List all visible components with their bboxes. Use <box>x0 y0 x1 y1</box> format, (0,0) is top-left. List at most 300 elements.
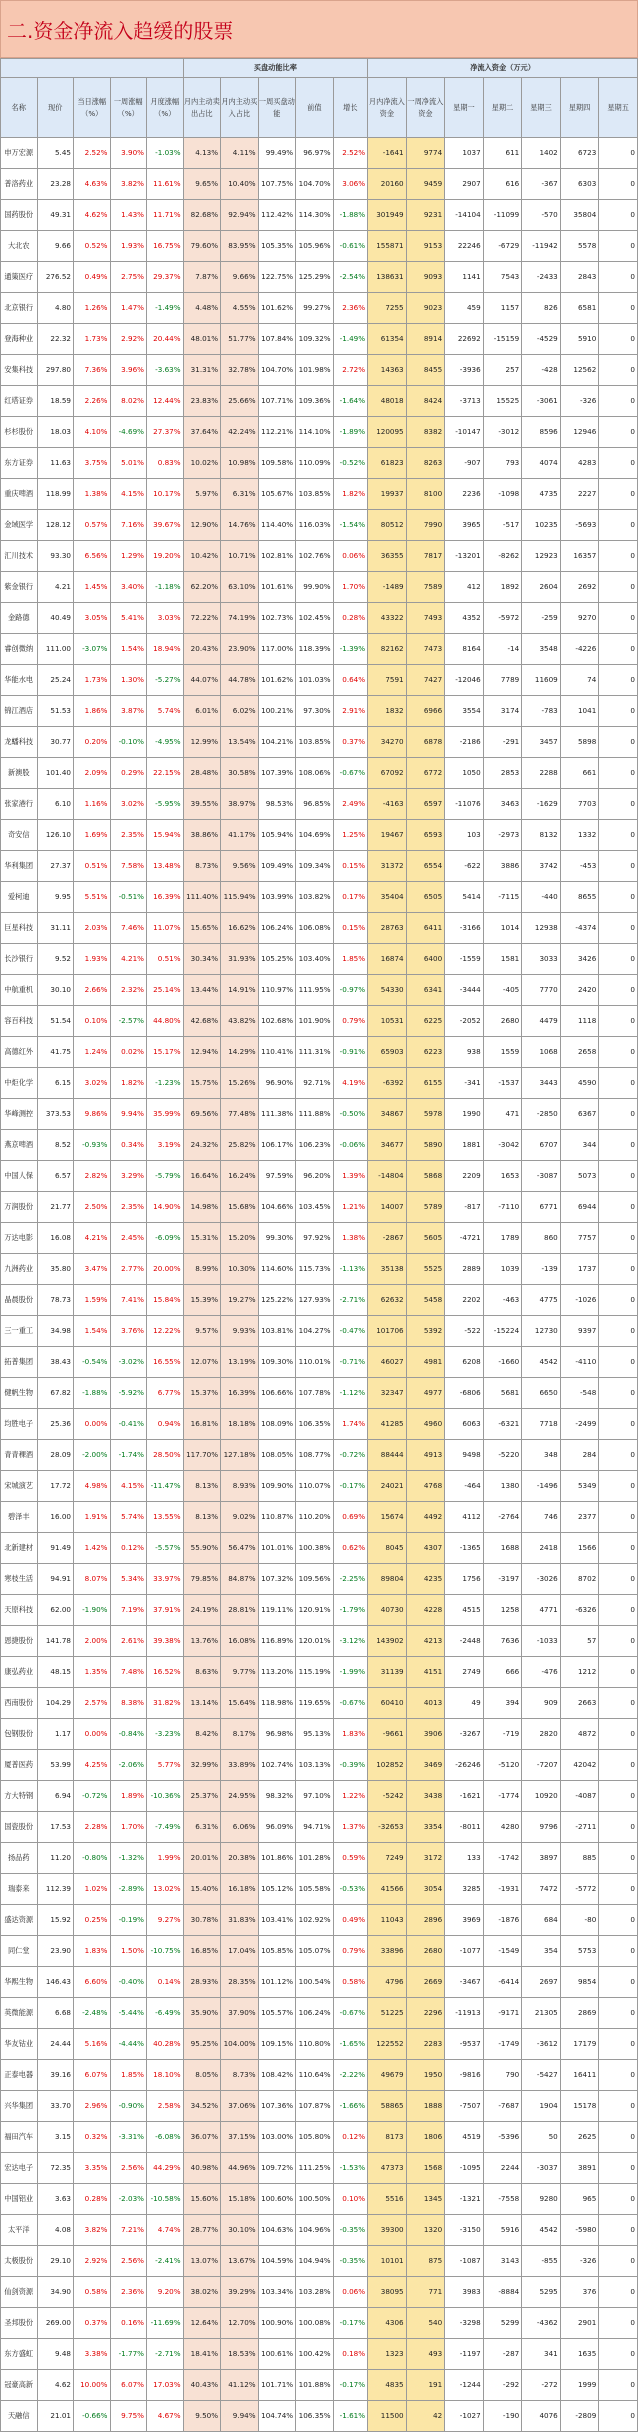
table-row[interactable] <box>1 1285 638 1316</box>
column-header: 星期五 <box>599 78 638 138</box>
cell-value: 1041 <box>560 696 599 727</box>
cell-value: 10.42% <box>183 541 221 572</box>
table-row[interactable] <box>1 634 638 665</box>
cell-value: 7.48% <box>110 1657 147 1688</box>
cell-value: 12946 <box>560 417 599 448</box>
cell-value: 110.80% <box>296 2029 334 2060</box>
stock-name[interactable]: 中国人保 <box>1 1161 38 1192</box>
table-row[interactable] <box>1 1812 638 1843</box>
table-row[interactable] <box>1 1998 638 2029</box>
cell-value: 0.17% <box>333 882 367 913</box>
cell-value: 4.48% <box>183 293 221 324</box>
cell-value: 4.25% <box>74 1750 111 1781</box>
cell-value: 1653 <box>483 1161 522 1192</box>
cell-value: 1990 <box>445 1099 484 1130</box>
stock-name[interactable]: 方大特钢 <box>1 1781 38 1812</box>
table-row[interactable] <box>1 2370 638 2401</box>
cell-value: -3267 <box>445 1719 484 1750</box>
cell-value: 1.25% <box>333 820 367 851</box>
cell-value: 0.37% <box>333 727 367 758</box>
cell-value: 3969 <box>445 1905 484 1936</box>
cell-value: 0 <box>599 2122 638 2153</box>
stock-name[interactable]: 普洛药业 <box>1 169 38 200</box>
cell-value: 23.90% <box>221 634 259 665</box>
cell-value: 1039 <box>483 1254 522 1285</box>
table-row[interactable] <box>1 1006 638 1037</box>
stock-name[interactable]: 杉杉股份 <box>1 417 38 448</box>
cell-value: 1.69% <box>74 820 111 851</box>
cell-value: 111.95% <box>296 975 334 1006</box>
cell-value: 0 <box>599 324 638 355</box>
stock-name[interactable]: 北京银行 <box>1 293 38 324</box>
cell-value: 9270 <box>560 603 599 634</box>
stock-name[interactable]: 国药股份 <box>1 200 38 231</box>
cell-value: -622 <box>445 851 484 882</box>
stock-name[interactable]: 张家港行 <box>1 789 38 820</box>
cell-value: 9854 <box>560 1967 599 1998</box>
stock-name[interactable]: 碧泽丰 <box>1 1502 38 1533</box>
stock-name[interactable]: 万达电影 <box>1 1223 38 1254</box>
cell-value: 96.85% <box>296 789 334 820</box>
cell-value: 110.09% <box>296 448 334 479</box>
stock-name[interactable]: 奇安信 <box>1 820 38 851</box>
stock-name[interactable]: 寒枝生活 <box>1 1564 38 1595</box>
table-row[interactable] <box>1 169 638 200</box>
stock-name[interactable]: 健帆生物 <box>1 1378 38 1409</box>
table-row[interactable] <box>1 2339 638 2370</box>
cell-value: -0.84% <box>110 1719 147 1750</box>
cell-value: 102.45% <box>296 603 334 634</box>
cell-value: 16874 <box>368 944 407 975</box>
table-row[interactable] <box>1 448 638 479</box>
cell-value: 37.90% <box>221 1998 259 2029</box>
cell-value: -5120 <box>483 1750 522 1781</box>
cell-value: 6208 <box>445 1347 484 1378</box>
cell-value: 37.91% <box>147 1595 184 1626</box>
cell-value: 3.38% <box>74 2339 111 2370</box>
cell-value: 82.68% <box>183 200 221 231</box>
table-row[interactable] <box>1 1781 638 1812</box>
stock-name[interactable]: 西南股份 <box>1 1688 38 1719</box>
cell-value: 5458 <box>406 1285 445 1316</box>
stock-name[interactable]: 通策医疗 <box>1 262 38 293</box>
table-row[interactable] <box>1 851 638 882</box>
table-row[interactable] <box>1 696 638 727</box>
cell-value: 0 <box>599 851 638 882</box>
cell-value: -2809 <box>560 2401 599 2432</box>
table-row[interactable] <box>1 1471 638 1502</box>
table-row[interactable] <box>1 1347 638 1378</box>
cell-value: 16.62% <box>221 913 259 944</box>
table-row[interactable] <box>1 789 638 820</box>
cell-value: 9.66% <box>221 262 259 293</box>
cell-value: 0.28% <box>74 2184 111 2215</box>
cell-value: -2711 <box>560 1812 599 1843</box>
cell-value: 101.88% <box>296 2370 334 2401</box>
cell-value: -0.19% <box>110 1905 147 1936</box>
cell-value: 28.93% <box>183 1967 221 1998</box>
stock-name[interactable]: 高德红外 <box>1 1037 38 1068</box>
stock-name[interactable]: 锦江酒店 <box>1 696 38 727</box>
stock-name[interactable]: 厦普医药 <box>1 1750 38 1781</box>
stock-name[interactable]: 中国铝业 <box>1 2184 38 2215</box>
cell-value: 0.79% <box>333 1006 367 1037</box>
table-row[interactable] <box>1 2091 638 2122</box>
stock-name[interactable]: 英微能源 <box>1 1998 38 2029</box>
cell-value: 12.94% <box>183 1037 221 1068</box>
table-row[interactable] <box>1 1161 638 1192</box>
stock-name[interactable]: 爱柯迪 <box>1 882 38 913</box>
cell-value: 1.50% <box>110 1936 147 1967</box>
cell-value: 0 <box>599 1006 638 1037</box>
stock-name[interactable]: 圣邦股份 <box>1 2308 38 2339</box>
table-row[interactable] <box>1 510 638 541</box>
cell-value: 0 <box>599 1099 638 1130</box>
stock-name[interactable]: 燕京啤酒 <box>1 1130 38 1161</box>
cell-value: 107.84% <box>258 324 296 355</box>
cell-value: -7558 <box>483 2184 522 2215</box>
stock-name[interactable]: 汇川技术 <box>1 541 38 572</box>
cell-value: 9498 <box>445 1440 484 1471</box>
cell-value: 2853 <box>483 758 522 789</box>
cell-value: 7757 <box>560 1223 599 1254</box>
table-row[interactable] <box>1 2122 638 2153</box>
cell-value: 8132 <box>522 820 561 851</box>
stock-name[interactable]: 福田汽车 <box>1 2122 38 2153</box>
cell-value: 104.74% <box>258 2401 296 2432</box>
cell-value: 5516 <box>368 2184 407 2215</box>
cell-value: 104.96% <box>296 2215 334 2246</box>
table-row[interactable] <box>1 1068 638 1099</box>
cell-value: -1537 <box>483 1068 522 1099</box>
cell-value: -11.47% <box>147 1471 184 1502</box>
cell-value: 20.00% <box>147 1254 184 1285</box>
table-row[interactable] <box>1 1130 638 1161</box>
cell-value: 5.74% <box>147 696 184 727</box>
cell-value: 38.43 <box>37 1347 74 1378</box>
stock-name[interactable]: 华友钴业 <box>1 2029 38 2060</box>
stock-name[interactable]: 冠豪高新 <box>1 2370 38 2401</box>
stock-name[interactable]: 天融信 <box>1 2401 38 2432</box>
cell-value: 146.43 <box>37 1967 74 1998</box>
cell-value: 133 <box>445 1843 484 1874</box>
stock-name[interactable]: 龙蟠科技 <box>1 727 38 758</box>
stock-name[interactable]: 万润股份 <box>1 1192 38 1223</box>
table-row[interactable] <box>1 324 638 355</box>
cell-value: -3.23% <box>147 1719 184 1750</box>
cell-value: 12923 <box>522 541 561 572</box>
stock-name[interactable]: 恩捷股份 <box>1 1626 38 1657</box>
cell-value: -5396 <box>483 2122 522 2153</box>
cell-value: 21305 <box>522 1998 561 2029</box>
stock-name[interactable]: 中航重机 <box>1 975 38 1006</box>
cell-value: 101.86% <box>258 1843 296 1874</box>
table-row[interactable] <box>1 2277 638 2308</box>
cell-value: 18.94% <box>147 634 184 665</box>
cell-value: 38095 <box>368 2277 407 2308</box>
stock-name[interactable]: 天原科技 <box>1 1595 38 1626</box>
stock-name[interactable]: 正泰电器 <box>1 2060 38 2091</box>
cell-value: -14 <box>483 634 522 665</box>
table-row[interactable] <box>1 386 638 417</box>
cell-value: 93.30 <box>37 541 74 572</box>
cell-value: 62.00 <box>37 1595 74 1626</box>
cell-value: -453 <box>560 851 599 882</box>
table-row[interactable] <box>1 758 638 789</box>
table-row[interactable] <box>1 2215 638 2246</box>
cell-value: 40.28% <box>147 2029 184 2060</box>
stock-name[interactable]: 金路德 <box>1 603 38 634</box>
stock-name[interactable]: 太平洋 <box>1 2215 38 2246</box>
cell-value: 8.52 <box>37 1130 74 1161</box>
table-row[interactable] <box>1 603 638 634</box>
stock-name[interactable]: 安集科技 <box>1 355 38 386</box>
cell-value: -4374 <box>560 913 599 944</box>
stock-name[interactable]: 东方盛虹 <box>1 2339 38 2370</box>
cell-value: 459 <box>445 293 484 324</box>
table-row[interactable] <box>1 1750 638 1781</box>
table-row[interactable] <box>1 417 638 448</box>
stock-name[interactable]: 北新建材 <box>1 1533 38 1564</box>
table-row[interactable] <box>1 1564 638 1595</box>
stock-name[interactable]: 包钢股份 <box>1 1719 38 1750</box>
table-row[interactable] <box>1 1843 638 1874</box>
cell-value: -12046 <box>445 665 484 696</box>
cell-value: 0 <box>599 1595 638 1626</box>
stock-name[interactable]: 三一重工 <box>1 1316 38 1347</box>
table-row[interactable] <box>1 1223 638 1254</box>
cell-value: 1.29% <box>110 541 147 572</box>
cell-value: 2.92% <box>110 324 147 355</box>
table-row[interactable] <box>1 1905 638 1936</box>
table-row[interactable] <box>1 1936 638 1967</box>
cell-value: 1.37% <box>333 1812 367 1843</box>
table-row[interactable] <box>1 1254 638 1285</box>
cell-value: 7770 <box>522 975 561 1006</box>
cell-value: 3.75% <box>74 448 111 479</box>
column-header: 月度涨幅（%） <box>147 78 184 138</box>
table-row[interactable] <box>1 882 638 913</box>
table-row[interactable] <box>1 231 638 262</box>
stock-name[interactable]: 宋城演艺 <box>1 1471 38 1502</box>
cell-value: -0.35% <box>333 2215 367 2246</box>
stock-name[interactable]: 拓普集团 <box>1 1347 38 1378</box>
cell-value: 2.56% <box>110 2153 147 2184</box>
cell-value: 3891 <box>560 2153 599 2184</box>
stock-name[interactable]: 容百科技 <box>1 1006 38 1037</box>
stock-name[interactable]: 长沙银行 <box>1 944 38 975</box>
cell-value: -2.25% <box>333 1564 367 1595</box>
stock-name[interactable]: 华熙生物 <box>1 1967 38 1998</box>
cell-value: 110.64% <box>296 2060 334 2091</box>
cell-value: -7110 <box>483 1192 522 1223</box>
cell-value: 1.99% <box>147 1843 184 1874</box>
cell-value: 29.10 <box>37 2246 74 2277</box>
table-row[interactable] <box>1 2029 638 2060</box>
stock-name[interactable]: 同仁堂 <box>1 1936 38 1967</box>
cell-value: 4519 <box>445 2122 484 2153</box>
cell-value: 1014 <box>483 913 522 944</box>
table-row[interactable] <box>1 944 638 975</box>
cell-value: -5693 <box>560 510 599 541</box>
table-row[interactable] <box>1 293 638 324</box>
cell-value: 0.15% <box>333 913 367 944</box>
cell-value: 42.24% <box>221 417 259 448</box>
cell-value: -3042 <box>483 1130 522 1161</box>
cell-value: -1629 <box>522 789 561 820</box>
table-row[interactable] <box>1 1874 638 1905</box>
cell-value: 0 <box>599 138 638 169</box>
stock-name[interactable]: 红塔证券 <box>1 386 38 417</box>
table-row[interactable] <box>1 2246 638 2277</box>
cell-value: -1.12% <box>333 1378 367 1409</box>
cell-value: 3438 <box>406 1781 445 1812</box>
stock-name[interactable]: 重庆啤酒 <box>1 479 38 510</box>
stock-name[interactable]: 东方证券 <box>1 448 38 479</box>
cell-value: -907 <box>445 448 484 479</box>
stock-name[interactable]: 华能水电 <box>1 665 38 696</box>
cell-value: -464 <box>445 1471 484 1502</box>
table-row[interactable] <box>1 355 638 386</box>
cell-value: -0.39% <box>333 1750 367 1781</box>
cell-value: 13.14% <box>183 1688 221 1719</box>
cell-value: 2227 <box>560 479 599 510</box>
cell-value: 4.62% <box>74 200 111 231</box>
cell-value: 79.85% <box>183 1564 221 1595</box>
stock-name[interactable]: 宏达电子 <box>1 2153 38 2184</box>
table-row[interactable] <box>1 2060 638 2091</box>
stock-name[interactable]: 瑞泰来 <box>1 1874 38 1905</box>
table-row[interactable] <box>1 1719 638 1750</box>
table-row[interactable] <box>1 2401 638 2432</box>
table-row[interactable] <box>1 2184 638 2215</box>
cell-value: 110.01% <box>296 1347 334 1378</box>
stock-name[interactable]: 中炬化学 <box>1 1068 38 1099</box>
cell-value: 7.16% <box>110 510 147 541</box>
cell-value: 412 <box>445 572 484 603</box>
table-row[interactable] <box>1 1378 638 1409</box>
cell-value: 1789 <box>483 1223 522 1254</box>
stock-name[interactable]: 睿创微纳 <box>1 634 38 665</box>
stock-name[interactable]: 扬品药 <box>1 1843 38 1874</box>
table-row[interactable] <box>1 1037 638 1068</box>
cell-value: 6.31% <box>183 1812 221 1843</box>
table-row[interactable] <box>1 1409 638 1440</box>
stock-name[interactable]: 青青稞酒 <box>1 1440 38 1471</box>
cell-value: -2.71% <box>147 2339 184 2370</box>
stock-name[interactable]: 盛达资源 <box>1 1905 38 1936</box>
table-row[interactable] <box>1 1099 638 1130</box>
table-row[interactable] <box>1 1688 638 1719</box>
cell-value: 0 <box>599 1316 638 1347</box>
table-row[interactable] <box>1 200 638 231</box>
table-row[interactable] <box>1 1192 638 1223</box>
table-row[interactable] <box>1 572 638 603</box>
cell-value: 25.66% <box>221 386 259 417</box>
cell-value: 1.43% <box>110 200 147 231</box>
cell-value: 2420 <box>560 975 599 1006</box>
table-row[interactable] <box>1 1502 638 1533</box>
cell-value: 12562 <box>560 355 599 386</box>
cell-value: 0.00% <box>74 1719 111 1750</box>
table-row[interactable] <box>1 1533 638 1564</box>
cell-value: 7817 <box>406 541 445 572</box>
cell-value: 97.10% <box>296 1781 334 1812</box>
stock-name[interactable]: 华利集团 <box>1 851 38 882</box>
stock-name[interactable]: 华峰测控 <box>1 1099 38 1130</box>
stock-name[interactable]: 巨星科技 <box>1 913 38 944</box>
cell-value: 0 <box>599 1533 638 1564</box>
stock-name[interactable]: 兴华集团 <box>1 2091 38 2122</box>
stock-name[interactable]: 大北农 <box>1 231 38 262</box>
cell-value: 105.35% <box>258 231 296 262</box>
table-row[interactable] <box>1 1967 638 1998</box>
cell-value: 49.31 <box>37 200 74 231</box>
stock-name[interactable]: 晶晨股份 <box>1 1285 38 1316</box>
table-row[interactable] <box>1 138 638 169</box>
stock-name[interactable]: 国瓷股份 <box>1 1812 38 1843</box>
table-row[interactable] <box>1 665 638 696</box>
cell-value: 14.76% <box>221 510 259 541</box>
table-row[interactable] <box>1 975 638 1006</box>
cell-value: 0 <box>599 1781 638 1812</box>
stock-name[interactable]: 申万宏源 <box>1 138 38 169</box>
stock-name[interactable]: 均胜电子 <box>1 1409 38 1440</box>
cell-value: 5295 <box>522 2277 561 2308</box>
cell-value: 111.00 <box>37 634 74 665</box>
cell-value: 1.35% <box>74 1657 111 1688</box>
cell-value: 65903 <box>368 1037 407 1068</box>
cell-value: 875 <box>406 2246 445 2277</box>
table-row[interactable] <box>1 479 638 510</box>
table-row[interactable] <box>1 262 638 293</box>
stock-name[interactable]: 九洲药业 <box>1 1254 38 1285</box>
stock-name[interactable]: 紫金银行 <box>1 572 38 603</box>
cell-value: 1.93% <box>110 231 147 262</box>
stock-name[interactable]: 金域医学 <box>1 510 38 541</box>
stock-name[interactable]: 太极股份 <box>1 2246 38 2277</box>
cell-value: 41.17% <box>221 820 259 851</box>
cell-value: 1258 <box>483 1595 522 1626</box>
cell-value: 0 <box>599 1130 638 1161</box>
stock-name[interactable]: 登海种业 <box>1 324 38 355</box>
cell-value: 114.60% <box>258 1254 296 1285</box>
table-row[interactable] <box>1 2153 638 2184</box>
table-row[interactable] <box>1 913 638 944</box>
table-row[interactable] <box>1 820 638 851</box>
cell-value: 5.01% <box>110 448 147 479</box>
table-row[interactable] <box>1 541 638 572</box>
stock-name[interactable]: 康弘药业 <box>1 1657 38 1688</box>
table-row[interactable] <box>1 2308 638 2339</box>
stock-name[interactable]: 仙剑资源 <box>1 2277 38 2308</box>
table-row[interactable] <box>1 727 638 758</box>
table-row[interactable] <box>1 1440 638 1471</box>
cell-value: -0.52% <box>333 448 367 479</box>
stock-name[interactable]: 新澳股 <box>1 758 38 789</box>
cell-value: -6321 <box>483 1409 522 1440</box>
cell-value: 9397 <box>560 1316 599 1347</box>
cell-value: 12.07% <box>183 1347 221 1378</box>
table-row[interactable] <box>1 1595 638 1626</box>
cell-value: 24.32% <box>183 1130 221 1161</box>
cell-value: 109.72% <box>258 2153 296 2184</box>
table-row[interactable] <box>1 1316 638 1347</box>
cell-value: 109.34% <box>296 851 334 882</box>
table-row[interactable] <box>1 1657 638 1688</box>
table-row[interactable] <box>1 1626 638 1657</box>
cell-value: -9171 <box>483 1998 522 2029</box>
